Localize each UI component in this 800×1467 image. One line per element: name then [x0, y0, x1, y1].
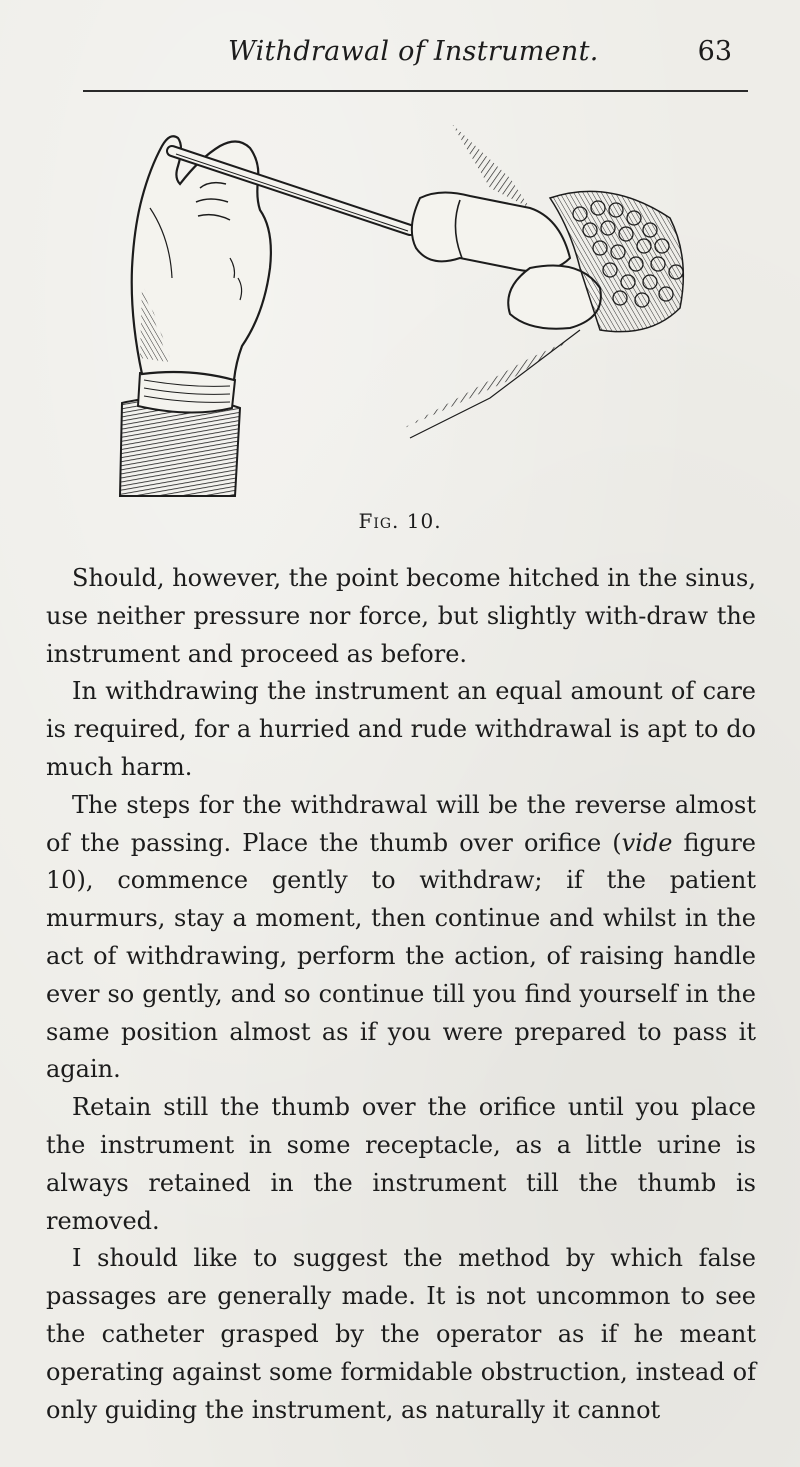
sleeve-cuff: [120, 372, 240, 496]
header-rule: [83, 90, 748, 92]
running-title: Withdrawal of Instrument.: [228, 36, 599, 67]
anatomical-figure: [400, 124, 683, 438]
figure-illustration: [110, 118, 700, 503]
paragraph-1: Should, however, the point become hitched in the sinus, use neither pressure nor force, but slightly with-draw the instrument and proceed as before.: [46, 564, 756, 668]
paragraph-5: I should like to suggest the method by which false passages are generally made. It is not uncommon to see the catheter grasped by the operator as if he meant operating against some formidable obstruction, instead of only guiding the instrument, as naturally it cannot: [46, 1244, 756, 1424]
body-text: [46, 560, 756, 1429]
running-header: [60, 36, 750, 76]
paragraph-2: In withdrawing the instrument an equal amount of care is required, for a hurried and rude withdrawal is apt to do much harm.: [46, 677, 756, 781]
paragraph-4: Retain still the thumb over the orifice until you place the instrument in some receptacle, as a little urine is always retained in the instrument till the thumb is removed.: [46, 1093, 756, 1235]
page-number: 63: [697, 36, 732, 67]
paragraph-3: [46, 787, 756, 1089]
vide-italic: vide: [621, 828, 673, 857]
figure-caption: Fig. 10.: [358, 509, 442, 533]
paragraph-3-before: The steps for the withdrawal will be the reverse almost of the passing. Place the thumb over orifice (: [46, 790, 756, 857]
paragraph-3-after: figure 10), commence gently to withdraw; if the patient murmurs, stay a moment, then continue and whilst in the act of withdrawing, perform the action, of raising handle ever so gently, and so continue till you find yourself in the same position almost as if you were prepared to pass it again.: [46, 828, 757, 1084]
engraving-illustration: [110, 118, 700, 503]
